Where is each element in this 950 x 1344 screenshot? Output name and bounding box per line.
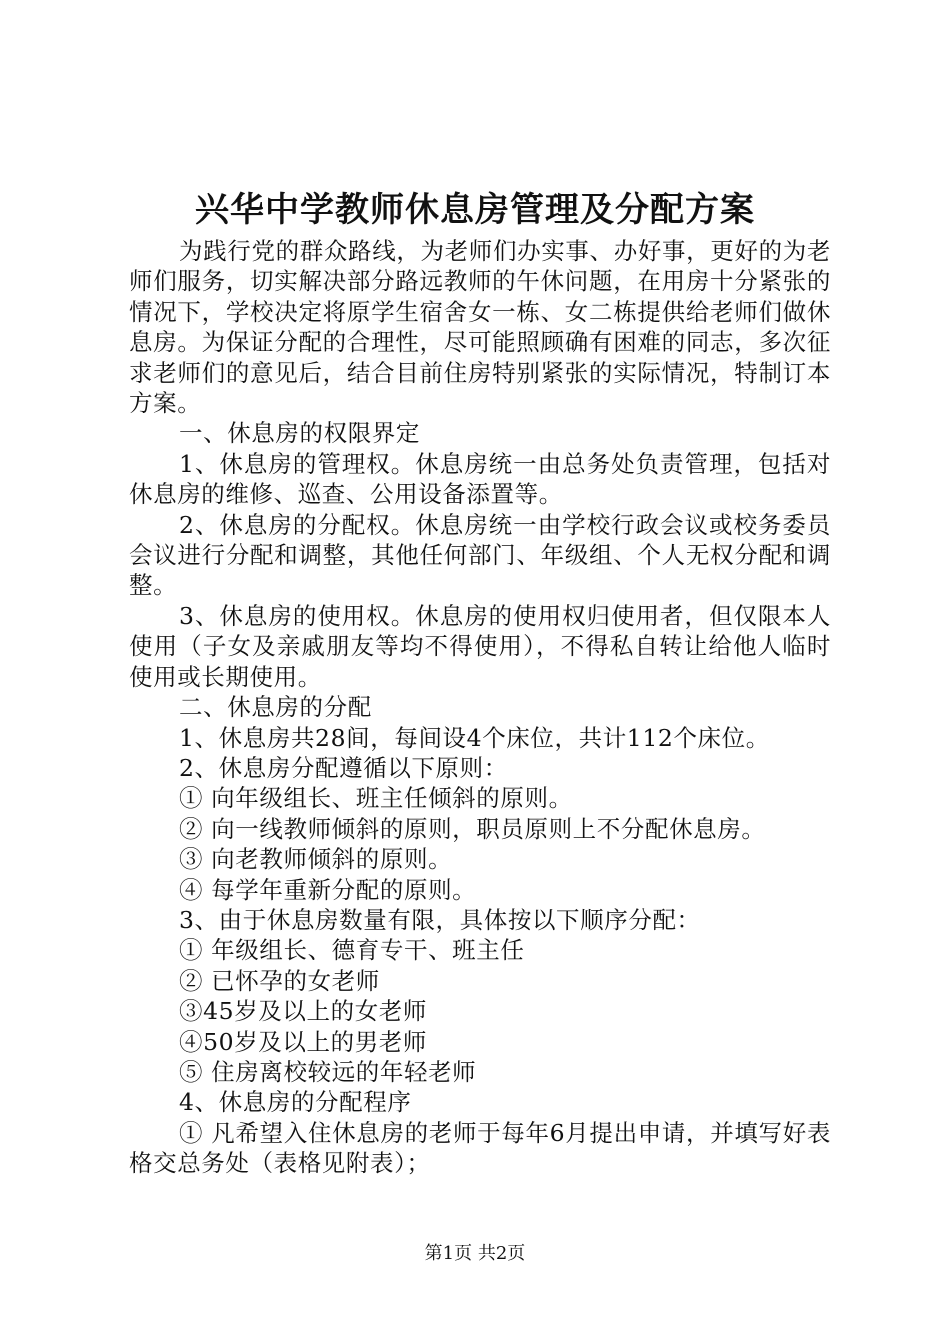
paragraph-procedure: 4、休息房的分配程序 bbox=[179, 1088, 412, 1117]
document-body bbox=[129, 236, 831, 1179]
document-title: 兴华中学教师休息房管理及分配方案 bbox=[195, 190, 755, 230]
list-item-order-2: ② 已怀孕的女老师 bbox=[179, 966, 380, 995]
list-item-order-4: ④50岁及以上的男老师 bbox=[179, 1027, 428, 1056]
list-item-order-5: ⑤ 住房离校较远的年轻老师 bbox=[179, 1057, 477, 1086]
paragraph-principles: 2、休息房分配遵循以下原则： bbox=[179, 753, 508, 782]
list-item-principle-2: ② 向一线教师倾斜的原则，职员原则上不分配休息房。 bbox=[179, 814, 766, 843]
page-footer: 第1页 共2页 bbox=[424, 1243, 526, 1264]
paragraph-usage-right: 3、休息房的使用权。休息房的使用权归使用者，但仅限本人使用（子女及亲戚朋友等均不得使用），不得私自转让给他人临时使用或长期使用。 bbox=[129, 601, 831, 691]
paragraph-order: 3、由于休息房数量有限，具体按以下顺序分配： bbox=[179, 905, 701, 934]
list-item-principle-1: ① 向年级组长、班主任倾斜的原则。 bbox=[179, 784, 573, 813]
section-heading-1: 一、休息房的权限界定 bbox=[179, 419, 420, 448]
list-item-principle-4: ④ 每学年重新分配的原则。 bbox=[179, 875, 477, 904]
list-item-order-1: ① 年级组长、德育专干、班主任 bbox=[179, 936, 525, 965]
paragraph-room-count: 1、休息房共28间，每间设4个床位，共计112个床位。 bbox=[179, 723, 770, 752]
paragraph-intro: 为践行党的群众路线，为老师们办实事、办好事，更好的为老师们服务，切实解决部分路远教师的午休问题，在用房十分紧张的情况下，学校决定将原学生宿舍女一栋、女二栋提供给老师们做休息房。为保证分配的合理性，尽可能照顾确有困难的同志，多次征求老师们的意见后，结合目前住房特别紧张的实际情况，特制订本方案。 bbox=[129, 237, 831, 418]
section-heading-2: 二、休息房的分配 bbox=[179, 693, 372, 722]
list-item-procedure-1: ① 凡希望入住休息房的老师于每年6月提出申请，并填写好表格交总务处（表格见附表）； bbox=[129, 1118, 831, 1178]
paragraph-management-right: 1、休息房的管理权。休息房统一由总务处负责管理，包括对休息房的维修、巡查、公用设备添置等。 bbox=[129, 449, 831, 509]
paragraph-allocation-right: 2、休息房的分配权。休息房统一由学校行政会议或校务委员会议进行分配和调整，其他任何部门、年级组、个人无权分配和调整。 bbox=[129, 510, 831, 600]
list-item-order-3: ③45岁及以上的女老师 bbox=[179, 997, 428, 1026]
list-item-principle-3: ③ 向老教师倾斜的原则。 bbox=[179, 845, 453, 874]
